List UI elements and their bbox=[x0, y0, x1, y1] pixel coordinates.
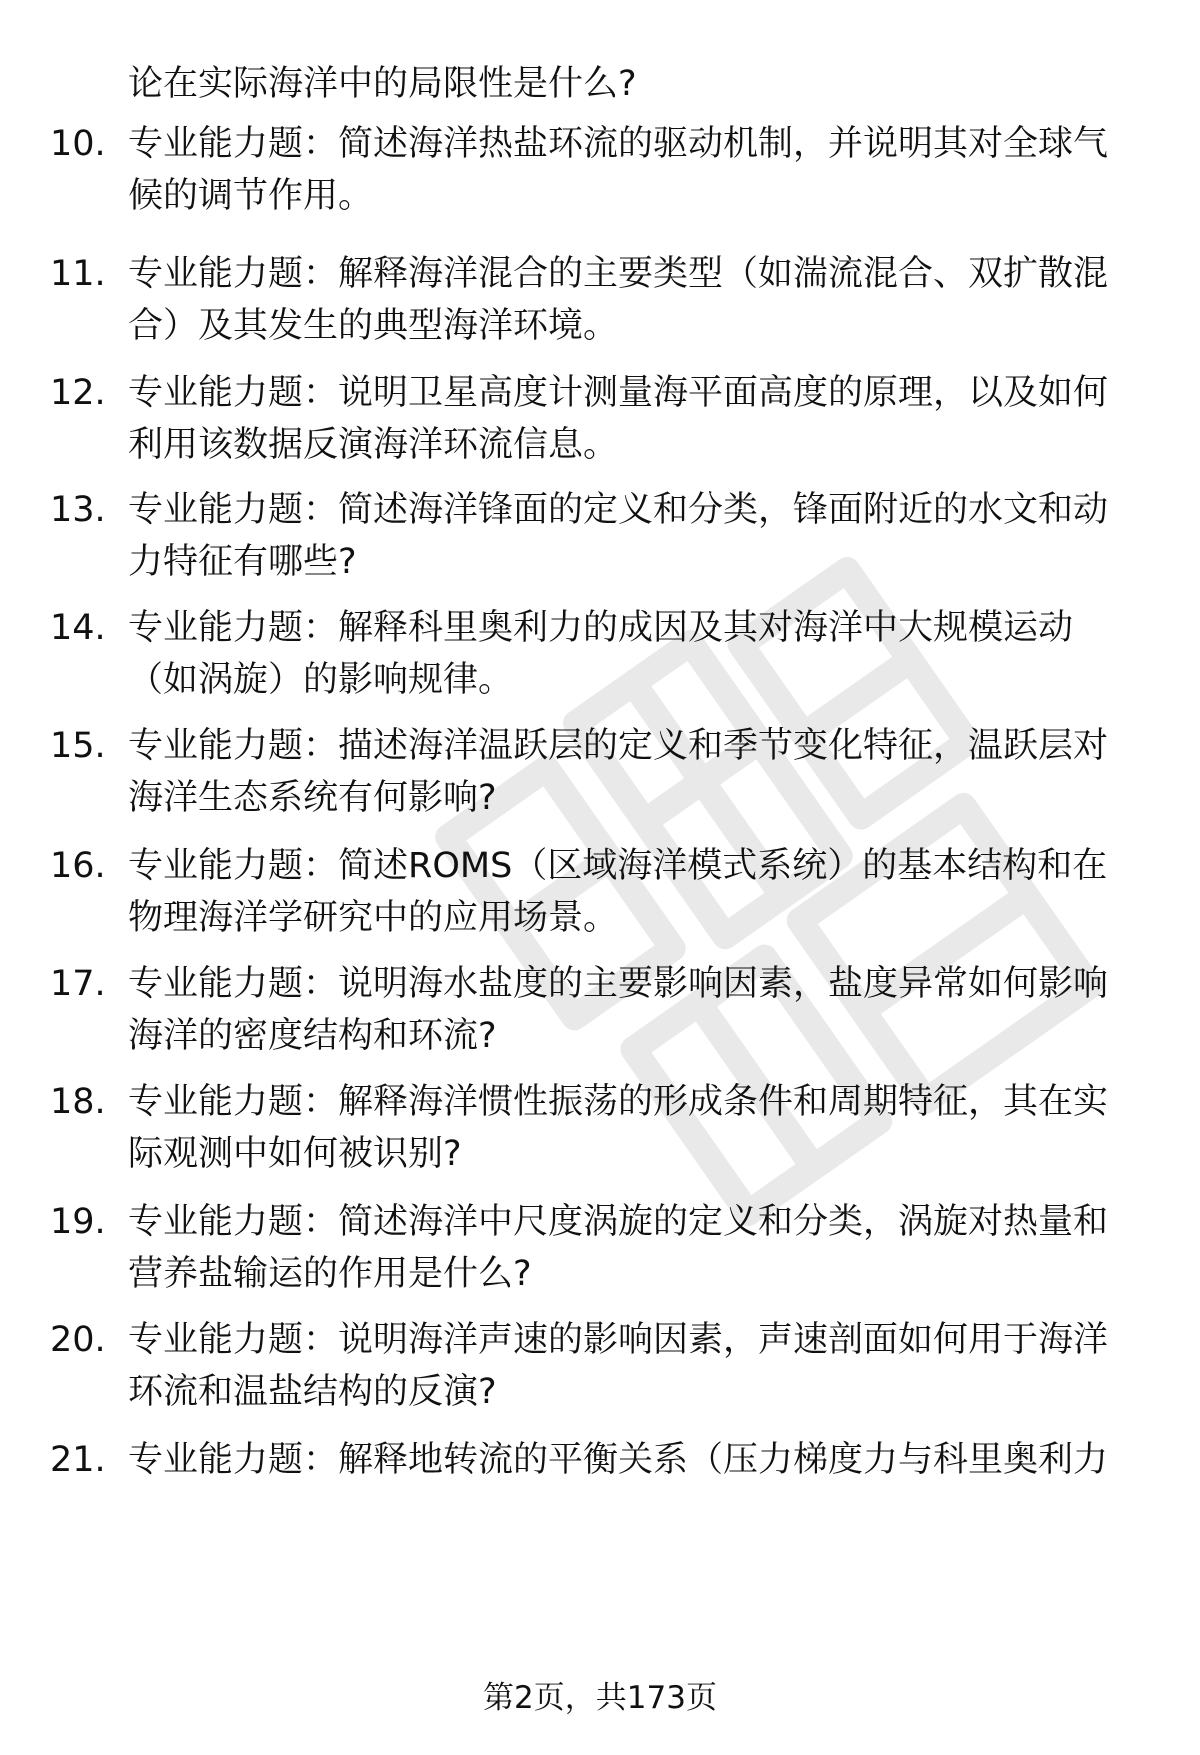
question-text bbox=[128, 720, 1138, 824]
question-text-line: 专业能力题：解释海洋惯性振荡的形成条件和周期特征，其在实 bbox=[128, 1082, 1109, 1122]
question-text bbox=[128, 118, 1138, 222]
question-text bbox=[128, 958, 1138, 1062]
question-number: 12. bbox=[50, 373, 106, 413]
question-text bbox=[128, 602, 1138, 706]
question-text-line: 专业能力题：描述海洋温跃层的定义和季节变化特征，温跃层对 bbox=[128, 726, 1109, 766]
question-text-line: 环流和温盐结构的反演? bbox=[128, 1372, 497, 1412]
question-text-line: 专业能力题：说明卫星高度计测量海平面高度的原理，以及如何 bbox=[128, 373, 1109, 413]
question-text bbox=[128, 1314, 1138, 1418]
question-number: 17. bbox=[50, 964, 106, 1004]
question-number: 13. bbox=[50, 490, 106, 530]
question-text-line: 力特征有哪些? bbox=[128, 542, 357, 582]
question-text bbox=[128, 248, 1138, 352]
question-text-line: 利用该数据反演海洋环流信息。 bbox=[128, 425, 619, 465]
question-text-line: 海洋的密度结构和环流? bbox=[128, 1016, 497, 1056]
question-text bbox=[128, 840, 1138, 944]
question-number: 14. bbox=[50, 608, 106, 648]
question-text-line: 专业能力题：解释海洋混合的主要类型（如湍流混合、双扩散混 bbox=[128, 254, 1109, 294]
question-number: 10. bbox=[50, 124, 106, 164]
question-text-line: 海洋生态系统有何影响? bbox=[128, 778, 497, 818]
question-number: 18. bbox=[50, 1082, 106, 1122]
question-text bbox=[128, 1434, 1138, 1486]
question-text bbox=[128, 1076, 1138, 1180]
question-text-line: 候的调节作用。 bbox=[128, 176, 374, 216]
question-number: 15. bbox=[50, 726, 106, 766]
question-number: 21. bbox=[50, 1440, 106, 1480]
question-text bbox=[128, 484, 1138, 588]
question-text-line: （如涡旋）的影响规律。 bbox=[128, 660, 514, 700]
question-text bbox=[128, 1196, 1138, 1300]
question-text-line: 合）及其发生的典型海洋环境。 bbox=[128, 306, 619, 346]
question-text-line: 专业能力题：简述ROMS（区域海洋模式系统）的基本结构和在 bbox=[128, 846, 1108, 886]
question-text-line: 专业能力题：说明海洋声速的影响因素，声速剖面如何用于海洋 bbox=[128, 1320, 1109, 1360]
question-text-line: 专业能力题：简述海洋中尺度涡旋的定义和分类，涡旋对热量和 bbox=[128, 1202, 1109, 1242]
question-text-line: 营养盐输运的作用是什么? bbox=[128, 1254, 532, 1294]
question-text-line: 物理海洋学研究中的应用场景。 bbox=[128, 898, 619, 938]
question-number: 19. bbox=[50, 1202, 106, 1242]
question-text-line: 专业能力题：简述海洋热盐环流的驱动机制，并说明其对全球气 bbox=[128, 124, 1109, 164]
page-footer: 第2页，共173页 bbox=[483, 1680, 717, 1716]
question-text-line: 专业能力题：简述海洋锋面的定义和分类，锋面附近的水文和动 bbox=[128, 490, 1109, 530]
question-text bbox=[128, 367, 1138, 471]
question-text-line: 专业能力题：说明海水盐度的主要影响因素，盐度异常如何影响 bbox=[128, 964, 1109, 1004]
question-text-line: 专业能力题：解释地转流的平衡关系（压力梯度力与科里奥利力 bbox=[128, 1440, 1109, 1480]
question-text-line: 专业能力题：解释科里奥利力的成因及其对海洋中大规模运动 bbox=[128, 608, 1074, 648]
question-number: 11. bbox=[50, 254, 106, 294]
question-text-line: 际观测中如何被识别? bbox=[128, 1134, 462, 1174]
continuation-text: 论在实际海洋中的局限性是什么? bbox=[128, 64, 637, 104]
question-number: 20. bbox=[50, 1320, 106, 1360]
question-number: 16. bbox=[50, 846, 106, 886]
